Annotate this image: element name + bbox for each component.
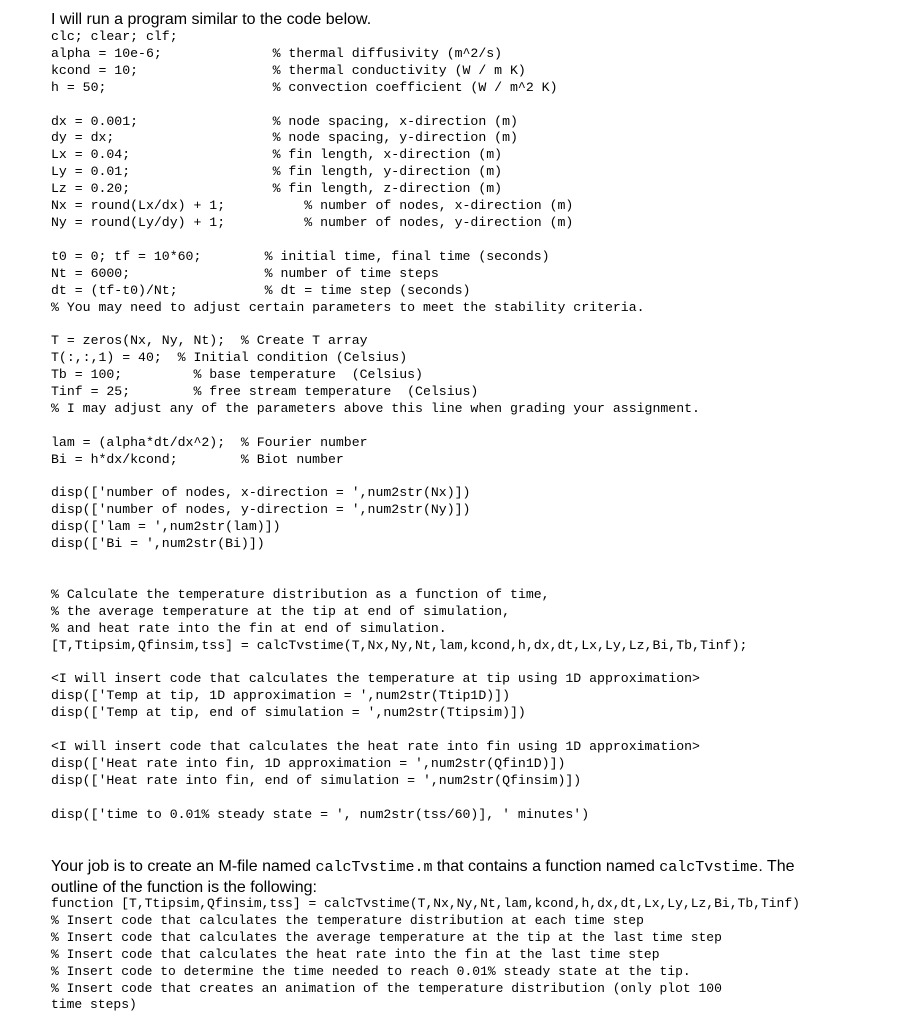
job-text-mid: that contains a function named: [432, 858, 660, 875]
filename-inline-code: calcTvstime.m: [315, 859, 433, 876]
intro-text: I will run a program similar to the code below.: [51, 11, 372, 28]
job-text-post: . The: [758, 858, 795, 875]
job-description-line2: outline of the function is the following:: [51, 879, 317, 896]
funcname-inline-code: calcTvstime: [659, 859, 759, 876]
function-outline-code: function [T,Ttipsim,Qfinsim,tss] = calcTvstime(T,Nx,Ny,Nt,lam,kcond,h,dx,dt,Lx,Ly,Lz,Bi,Tb,Tinf) % Insert code that calculates the temperature distribution at each time step % Insert code that calculates the average temperature at the tip at the last time step % Insert code that calculates the heat rate into the fin at the last time step % Insert code to determine the time needed to reach 0.01% steady state at the tip. % Insert code that creates an animation of the temperature distribution (only plot 100 time steps): [51, 896, 800, 1013]
job-text-pre: Your job is to create an M-file named: [51, 858, 316, 875]
matlab-code-block: clc; clear; clf; alpha = 10e-6; % thermal diffusivity (m^2/s) kcond = 10; % thermal conductivity (W / m K) h = 50; % convection coefficient (W / m^2 K) dx = 0.001; % node spacing, x-direction (m) dy = dx; % node spacing, y-direction (m) Lx = 0.04; % fin length, x-direction (m) Ly = 0.01; % fin length, y-direction (m) Lz = 0.20; % fin length, z-direction (m) Nx = round(Lx/dx) + 1; % number of nodes, x-direction (m) Ny = round(Ly/dy) + 1; % number of nodes, y-direction (m) t0 = 0; tf = 10*60; % initial time, final time (seconds) Nt = 6000; % number of time steps dt = (tf-t0)/Nt; % dt = time step (seconds) % You may need to adjust certain parameters to meet the stability criteria. T = zeros(Nx, Ny, Nt); % Create T array T(:,:,1) = 40; % Initial condition (Celsius) Tb = 100; % base temperature (Celsius) Tinf = 25; % free stream temperature (Celsius) % I may adjust any of the parameters above this line when grading your assignment. lam = (alpha*dt/dx^2); % Fourier number Bi = h*dx/kcond; % Biot number disp(['number of nodes, x-direction = ',num2str(Nx)]) disp(['number of nodes, y-direction = ',num2str(Ny)]) disp(['lam = ',num2str(lam)]) disp(['Bi = ',num2str(Bi)]) % Calculate the temperature distribution as a function of time, % the average temperature at the tip at end of simulation, % and heat rate into the fin at end of simulation. [T,Ttipsim,Qfinsim,tss] = calcTvstime(T,Nx,Ny,Nt,lam,kcond,h,dx,dt,Lx,Ly,Lz,Bi,Tb,Tinf); <I will insert code that calculates the temperature at tip using 1D approximation> disp(['Temp at tip, 1D approximation = ',num2str(Ttip1D)]) disp(['Temp at tip, end of simulation = ',num2str(Ttipsim)]) <I will insert code that calculates the heat rate into fin using 1D approximation> disp(['Heat rate into fin, 1D approximation = ',num2str(Qfin1D)]) disp(['Heat rate into fin, end of simulation = ',num2str(Qfinsim)]) disp(['time to 0.01% steady state = ', num2str(tss/60)], ' minutes'): [51, 29, 748, 822]
job-description: [51, 857, 794, 877]
